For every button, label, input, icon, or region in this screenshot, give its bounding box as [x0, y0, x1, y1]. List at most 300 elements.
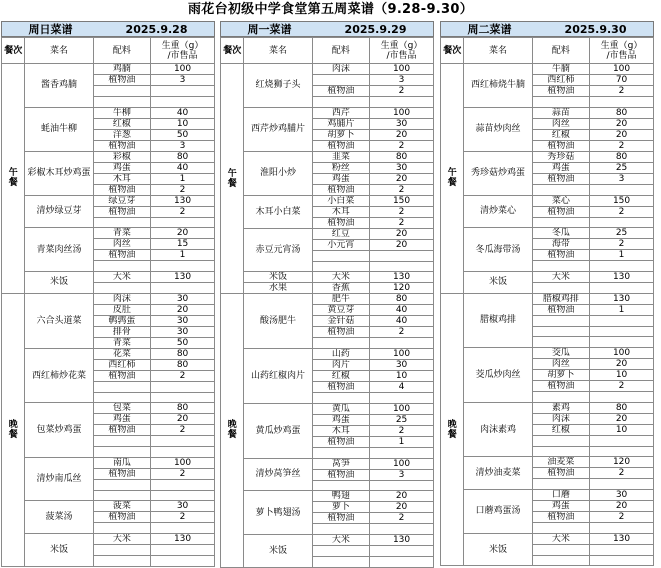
ingredient-cell: 植物油: [93, 140, 151, 151]
ingredient-cell: 排骨: [93, 326, 151, 337]
ingredient-cell: 大米: [312, 272, 370, 283]
ingredient-cell: 植物油: [532, 468, 590, 479]
ingredient-cell: 大米: [312, 535, 370, 546]
weight-header-line2: /市售品: [606, 50, 637, 61]
ingredient-cell: 黄豆芽: [312, 305, 370, 316]
weight-cell: 80: [590, 151, 654, 162]
table-row: [221, 491, 434, 502]
ingredient-cell: 植物油: [532, 206, 590, 217]
weight-cell: 10: [370, 371, 434, 382]
weight-cell: 100: [151, 64, 215, 75]
weight-cell: [590, 555, 654, 566]
table-row: [2, 403, 215, 414]
weight-cell: 2: [151, 184, 215, 195]
weight-cell: 50: [151, 337, 215, 348]
ingredient-cell: 大米: [93, 272, 151, 283]
table-row: [2, 293, 215, 304]
weight-cell: 20: [590, 501, 654, 512]
ingredient-cell: 包菜: [93, 403, 151, 414]
page-title: 雨花台初级中学食堂第五周菜谱（9.28-9.30）: [187, 2, 474, 17]
weight-cell: [590, 217, 654, 228]
ingredient-cell: [93, 381, 151, 392]
ingredient-cell: 鸡蛋: [312, 414, 370, 425]
weight-cell: 150: [590, 195, 654, 206]
weight-cell: 2: [370, 217, 434, 228]
ingredient-cell: 植物油: [312, 469, 370, 480]
table-row: [221, 535, 434, 546]
weight-header-line2: /市售品: [386, 50, 417, 61]
ingredient-cell: [532, 435, 590, 446]
dish-column-header: 菜名: [244, 38, 312, 64]
day-header: [440, 21, 654, 37]
ingredient-cell: [532, 97, 590, 108]
weight-cell: 20: [590, 413, 654, 424]
weight-cell: 2: [151, 370, 215, 381]
dish-name: 清炒油麦菜: [464, 457, 532, 490]
ingredient-cell: [532, 392, 590, 403]
ingredient-cell: 植物油: [532, 86, 590, 97]
weight-cell: 130: [590, 272, 654, 283]
weight-header-line1: 生重（g）: [600, 40, 643, 51]
dish-name: 淮阳小炒: [244, 151, 312, 195]
weight-cell: 130: [151, 534, 215, 545]
day-title: 周二菜谱: [467, 23, 512, 36]
ingredient-cell: 腊椒鸡排: [532, 293, 590, 304]
ingredient-cell: [532, 283, 590, 294]
ingredient-cell: [312, 556, 370, 567]
ingredient-cell: [532, 446, 590, 457]
ingredient-cell: [532, 337, 590, 348]
weight-cell: 2: [370, 206, 434, 217]
ingredient-cell: 植物油: [532, 140, 590, 151]
weight-cell: 15: [151, 239, 215, 250]
weight-cell: 20: [590, 129, 654, 140]
weight-cell: 25: [590, 162, 654, 173]
menu-table: [1, 37, 215, 567]
table-row: [441, 272, 654, 283]
weight-cell: [590, 315, 654, 326]
weight-cell: [151, 479, 215, 490]
dish-name: 米饭: [244, 272, 312, 283]
weight-cell: 3: [590, 173, 654, 184]
dish-name: 冬瓜海带汤: [464, 228, 532, 272]
weight-cell: [370, 480, 434, 491]
ingredient-cell: 韭菜: [312, 151, 370, 162]
weight-cell: 30: [151, 501, 215, 512]
weight-cell: 30: [151, 293, 215, 304]
ingredient-cell: 鸡蛋: [312, 173, 370, 184]
ingredient-cell: 植物油: [532, 304, 590, 315]
ingredient-cell: 红椒: [532, 424, 590, 435]
ingredient-cell: 植物油: [312, 327, 370, 338]
ingredient-cell: 山药: [312, 349, 370, 360]
table-row: [221, 107, 434, 118]
ingredient-cell: 西芹: [312, 107, 370, 118]
weight-cell: [151, 96, 215, 107]
weight-cell: 20: [370, 129, 434, 140]
day-header: [1, 21, 215, 37]
weight-cell: [590, 337, 654, 348]
dish-name: 米饭: [464, 272, 532, 294]
weight-cell: 30: [151, 326, 215, 337]
ingredient-cell: [93, 490, 151, 501]
ingredient-cell: [312, 75, 370, 86]
dish-name: 萝卜鸭翅汤: [244, 491, 312, 535]
meal-label: 晚 餐: [2, 293, 25, 566]
table-row: [221, 64, 434, 75]
dish-name: 西红柿炒花菜: [25, 348, 93, 403]
table-row: [221, 458, 434, 469]
ingredient-cell: 红椒: [532, 129, 590, 140]
ingredient-cell: [312, 97, 370, 108]
weight-cell: [370, 338, 434, 349]
menu-table: [220, 37, 434, 568]
weight-cell: [370, 261, 434, 272]
day-header: [220, 21, 434, 37]
ingredient-cell: 茭瓜: [532, 348, 590, 359]
weight-cell: 100: [370, 107, 434, 118]
meal-column-header: 餐次: [441, 38, 464, 64]
dish-name: 酱香鸡腩: [25, 64, 93, 108]
dish-name: 酸汤肥牛: [244, 294, 312, 349]
ingredient-cell: [532, 217, 590, 228]
table-row: [221, 272, 434, 283]
weight-cell: [590, 544, 654, 555]
weight-cell: 2: [370, 140, 434, 151]
ingredient-cell: 鸡腩: [93, 64, 151, 75]
weight-cell: [370, 546, 434, 557]
ingredient-cell: [93, 555, 151, 566]
ingredient-cell: 木耳: [312, 425, 370, 436]
ingredient-cell: 牛腩: [532, 64, 590, 75]
weight-cell: 2: [151, 512, 215, 523]
ingredient-cell: [93, 523, 151, 534]
dish-name: 蚝油牛柳: [25, 107, 93, 151]
day-block-sunday: [1, 21, 215, 555]
weight-cell: [151, 392, 215, 403]
weight-cell: 2: [151, 468, 215, 479]
weight-cell: 20: [370, 239, 434, 250]
weight-cell: 80: [370, 294, 434, 305]
dish-name: 红烧狮子头: [244, 64, 312, 108]
weight-cell: 30: [370, 162, 434, 173]
weight-cell: 20: [370, 228, 434, 239]
weight-column-header: [590, 38, 654, 64]
menu-table: [440, 37, 654, 566]
weight-cell: [151, 490, 215, 501]
ingredient-cell: 植物油: [532, 512, 590, 523]
ingredient-cell: 鸡蛋: [93, 162, 151, 173]
ingredient-cell: 植物油: [312, 184, 370, 195]
table-row: [441, 490, 654, 501]
weight-cell: 3: [151, 140, 215, 151]
ingredient-cell: [93, 436, 151, 447]
weight-cell: 40: [370, 316, 434, 327]
weight-cell: [590, 479, 654, 490]
ingredient-cell: [93, 283, 151, 294]
ingredient-cell: [532, 315, 590, 326]
ingredient-cell: [93, 447, 151, 458]
weight-cell: 20: [151, 304, 215, 315]
weight-cell: 20: [370, 502, 434, 513]
ingredient-cell: 鸡蛋: [532, 501, 590, 512]
weight-cell: 10: [590, 370, 654, 381]
weight-cell: 130: [590, 293, 654, 304]
ingredient-cell: [93, 261, 151, 272]
table-row: [221, 283, 434, 294]
ingredient-cell: 西红柿: [532, 75, 590, 86]
dish-name: 茭瓜炒肉丝: [464, 348, 532, 403]
dish-name: 六合头道菜: [25, 293, 93, 348]
weight-cell: [151, 447, 215, 458]
weight-cell: 130: [370, 535, 434, 546]
table-row: [441, 533, 654, 544]
weight-cell: 80: [370, 151, 434, 162]
dish-name: 黄瓜炒鸡蛋: [244, 403, 312, 458]
ingredient-column-header: 配料: [93, 38, 151, 64]
table-row: [221, 195, 434, 206]
dish-name: 木耳小白菜: [244, 195, 312, 228]
dish-name: 包菜炒鸡蛋: [25, 403, 93, 458]
ingredient-cell: 黄瓜: [312, 403, 370, 414]
ingredient-cell: 植物油: [93, 468, 151, 479]
weight-cell: 130: [151, 272, 215, 283]
weight-cell: 20: [590, 118, 654, 129]
ingredient-cell: 植物油: [532, 250, 590, 261]
ingredient-cell: 香蕉: [312, 283, 370, 294]
weight-cell: [370, 250, 434, 261]
ingredient-cell: [93, 545, 151, 556]
table-row: [2, 107, 215, 118]
weight-column-header: [370, 38, 434, 64]
ingredient-cell: [312, 261, 370, 272]
weight-cell: 3: [370, 469, 434, 480]
weight-cell: 40: [370, 305, 434, 316]
ingredient-cell: 红椒: [93, 118, 151, 129]
table-row: [221, 151, 434, 162]
ingredient-cell: [532, 184, 590, 195]
ingredient-cell: 菠菜: [93, 501, 151, 512]
ingredient-cell: 植物油: [93, 370, 151, 381]
ingredient-cell: 植物油: [93, 184, 151, 195]
ingredient-cell: 红豆: [312, 228, 370, 239]
meal-label: 晚 餐: [221, 294, 244, 567]
table-row: [2, 348, 215, 359]
dish-name: 米饭: [244, 535, 312, 568]
weight-cell: 3: [370, 75, 434, 86]
day-date: 2025.9.30: [564, 22, 627, 36]
weight-cell: 80: [590, 107, 654, 118]
weight-cell: 20: [151, 414, 215, 425]
weight-cell: 120: [370, 283, 434, 294]
table-row: [441, 348, 654, 359]
dish-name: 秀珍菇炒鸡蛋: [464, 151, 532, 195]
ingredient-cell: 绿豆芽: [93, 195, 151, 206]
table-row: [441, 402, 654, 413]
dish-name: 清炒绿豆芽: [25, 195, 93, 228]
table-row: [441, 293, 654, 304]
ingredient-cell: 鸡蛋: [532, 162, 590, 173]
weight-cell: [370, 556, 434, 567]
day-date: 2025.9.28: [125, 22, 188, 36]
ingredient-cell: 素鸡: [532, 402, 590, 413]
weight-cell: 30: [590, 490, 654, 501]
weight-cell: 80: [590, 402, 654, 413]
weight-cell: [590, 97, 654, 108]
day-block-monday: [220, 21, 434, 556]
ingredient-cell: 肉丝: [93, 239, 151, 250]
table-row: [2, 64, 215, 75]
weight-header-line1: 生重（g）: [161, 40, 204, 51]
weight-cell: [590, 435, 654, 446]
ingredient-cell: 鸡脯片: [312, 118, 370, 129]
table-row: [441, 64, 654, 75]
weight-cell: 30: [151, 315, 215, 326]
ingredient-column-header: 配料: [312, 38, 370, 64]
dish-name: 蒜苗炒肉丝: [464, 107, 532, 151]
weight-cell: 100: [370, 64, 434, 75]
ingredient-cell: 鸭翅: [312, 491, 370, 502]
dish-name: 肉沫素鸡: [464, 402, 532, 457]
weight-cell: [151, 555, 215, 566]
ingredient-cell: [532, 523, 590, 534]
weight-header-line2: /市售品: [167, 50, 198, 61]
ingredient-cell: 肉丝: [532, 118, 590, 129]
weight-cell: 3: [151, 75, 215, 86]
ingredient-cell: 肉沫: [532, 413, 590, 424]
weight-cell: [370, 393, 434, 404]
ingredient-cell: 肥牛: [312, 294, 370, 305]
weight-cell: 20: [590, 359, 654, 370]
ingredient-cell: 青菜: [93, 337, 151, 348]
ingredient-cell: 肉沫: [312, 64, 370, 75]
weight-cell: [590, 326, 654, 337]
weight-cell: 1: [151, 250, 215, 261]
ingredient-cell: [312, 250, 370, 261]
ingredient-cell: [312, 338, 370, 349]
weight-cell: 100: [590, 64, 654, 75]
table-row: [2, 501, 215, 512]
dish-name: 米饭: [25, 272, 93, 294]
ingredient-cell: [93, 86, 151, 97]
ingredient-cell: 大米: [93, 534, 151, 545]
weight-cell: [590, 446, 654, 457]
dish-name: 清炒南瓜丝: [25, 457, 93, 501]
weight-cell: 2: [370, 86, 434, 97]
ingredient-cell: 口蘑: [532, 490, 590, 501]
ingredient-cell: 冬瓜: [532, 228, 590, 239]
table-row: [441, 228, 654, 239]
meal-label: 午 餐: [2, 64, 25, 294]
ingredient-cell: 大米: [532, 533, 590, 544]
ingredient-cell: [312, 546, 370, 557]
weight-cell: 40: [151, 162, 215, 173]
ingredient-cell: 肉片: [312, 360, 370, 371]
dish-name: 清炒菜心: [464, 195, 532, 228]
table-row: [221, 403, 434, 414]
dish-name: 米饭: [464, 533, 532, 566]
ingredient-cell: 胡萝卜: [532, 370, 590, 381]
weight-cell: 10: [590, 424, 654, 435]
ingredient-cell: 秀珍菇: [532, 151, 590, 162]
ingredient-cell: 植物油: [93, 512, 151, 523]
weight-cell: [590, 283, 654, 294]
ingredient-cell: 金针菇: [312, 316, 370, 327]
ingredient-cell: 莴笋: [312, 458, 370, 469]
ingredient-cell: 植物油: [312, 86, 370, 97]
weight-cell: [151, 381, 215, 392]
ingredient-cell: 萝卜: [312, 502, 370, 513]
weight-cell: 2: [590, 468, 654, 479]
meal-label: 午 餐: [441, 64, 464, 294]
weight-cell: 2: [590, 206, 654, 217]
ingredient-cell: 肉丝: [532, 359, 590, 370]
weight-cell: 2: [590, 239, 654, 250]
weight-cell: 2: [590, 140, 654, 151]
dish-column-header: 菜名: [25, 38, 93, 64]
table-row: [2, 457, 215, 468]
table-row: [2, 534, 215, 545]
weight-cell: 130: [151, 195, 215, 206]
ingredient-cell: [93, 479, 151, 490]
ingredient-cell: 植物油: [532, 173, 590, 184]
dish-name: 赤豆元宵汤: [244, 228, 312, 272]
ingredient-cell: 蒜苗: [532, 107, 590, 118]
table-row: [441, 195, 654, 206]
ingredient-cell: [93, 217, 151, 228]
weight-cell: 20: [370, 173, 434, 184]
weight-cell: 2: [590, 86, 654, 97]
ingredient-cell: 植物油: [93, 206, 151, 217]
weight-cell: 100: [370, 403, 434, 414]
table-row: [441, 151, 654, 162]
ingredient-cell: 油麦菜: [532, 457, 590, 468]
ingredient-cell: [532, 555, 590, 566]
weight-cell: 30: [370, 118, 434, 129]
weight-cell: 100: [590, 348, 654, 359]
meal-label: 晚 餐: [441, 293, 464, 566]
weight-cell: 30: [370, 360, 434, 371]
ingredient-cell: 牛柳: [93, 107, 151, 118]
ingredient-cell: 彩椒: [93, 151, 151, 162]
dish-name: 菠菜汤: [25, 501, 93, 534]
table-row: [441, 107, 654, 118]
ingredient-cell: 皮肚: [93, 304, 151, 315]
table-row: [2, 272, 215, 283]
dish-name: 西红柿烧牛腩: [464, 64, 532, 108]
dish-name: 青菜肉丝汤: [25, 228, 93, 272]
weight-cell: [590, 261, 654, 272]
weight-cell: 80: [151, 151, 215, 162]
ingredient-cell: 大米: [532, 272, 590, 283]
dish-name: 清炒莴笋丝: [244, 458, 312, 491]
ingredient-cell: 洋葱: [93, 129, 151, 140]
weight-cell: 150: [370, 195, 434, 206]
weight-cell: 2: [370, 327, 434, 338]
ingredient-cell: [532, 326, 590, 337]
ingredient-cell: [93, 96, 151, 107]
weight-cell: 4: [370, 382, 434, 393]
ingredient-cell: 小元宵: [312, 239, 370, 250]
ingredient-cell: 肉沫: [93, 293, 151, 304]
dish-name: 水果: [244, 283, 312, 294]
dish-name: 山药红椒肉片: [244, 349, 312, 404]
ingredient-cell: 植物油: [312, 217, 370, 228]
weight-header-line1: 生重（g）: [380, 40, 423, 51]
meal-label: 午 餐: [221, 64, 244, 294]
weight-cell: 130: [590, 533, 654, 544]
ingredient-cell: [312, 524, 370, 535]
